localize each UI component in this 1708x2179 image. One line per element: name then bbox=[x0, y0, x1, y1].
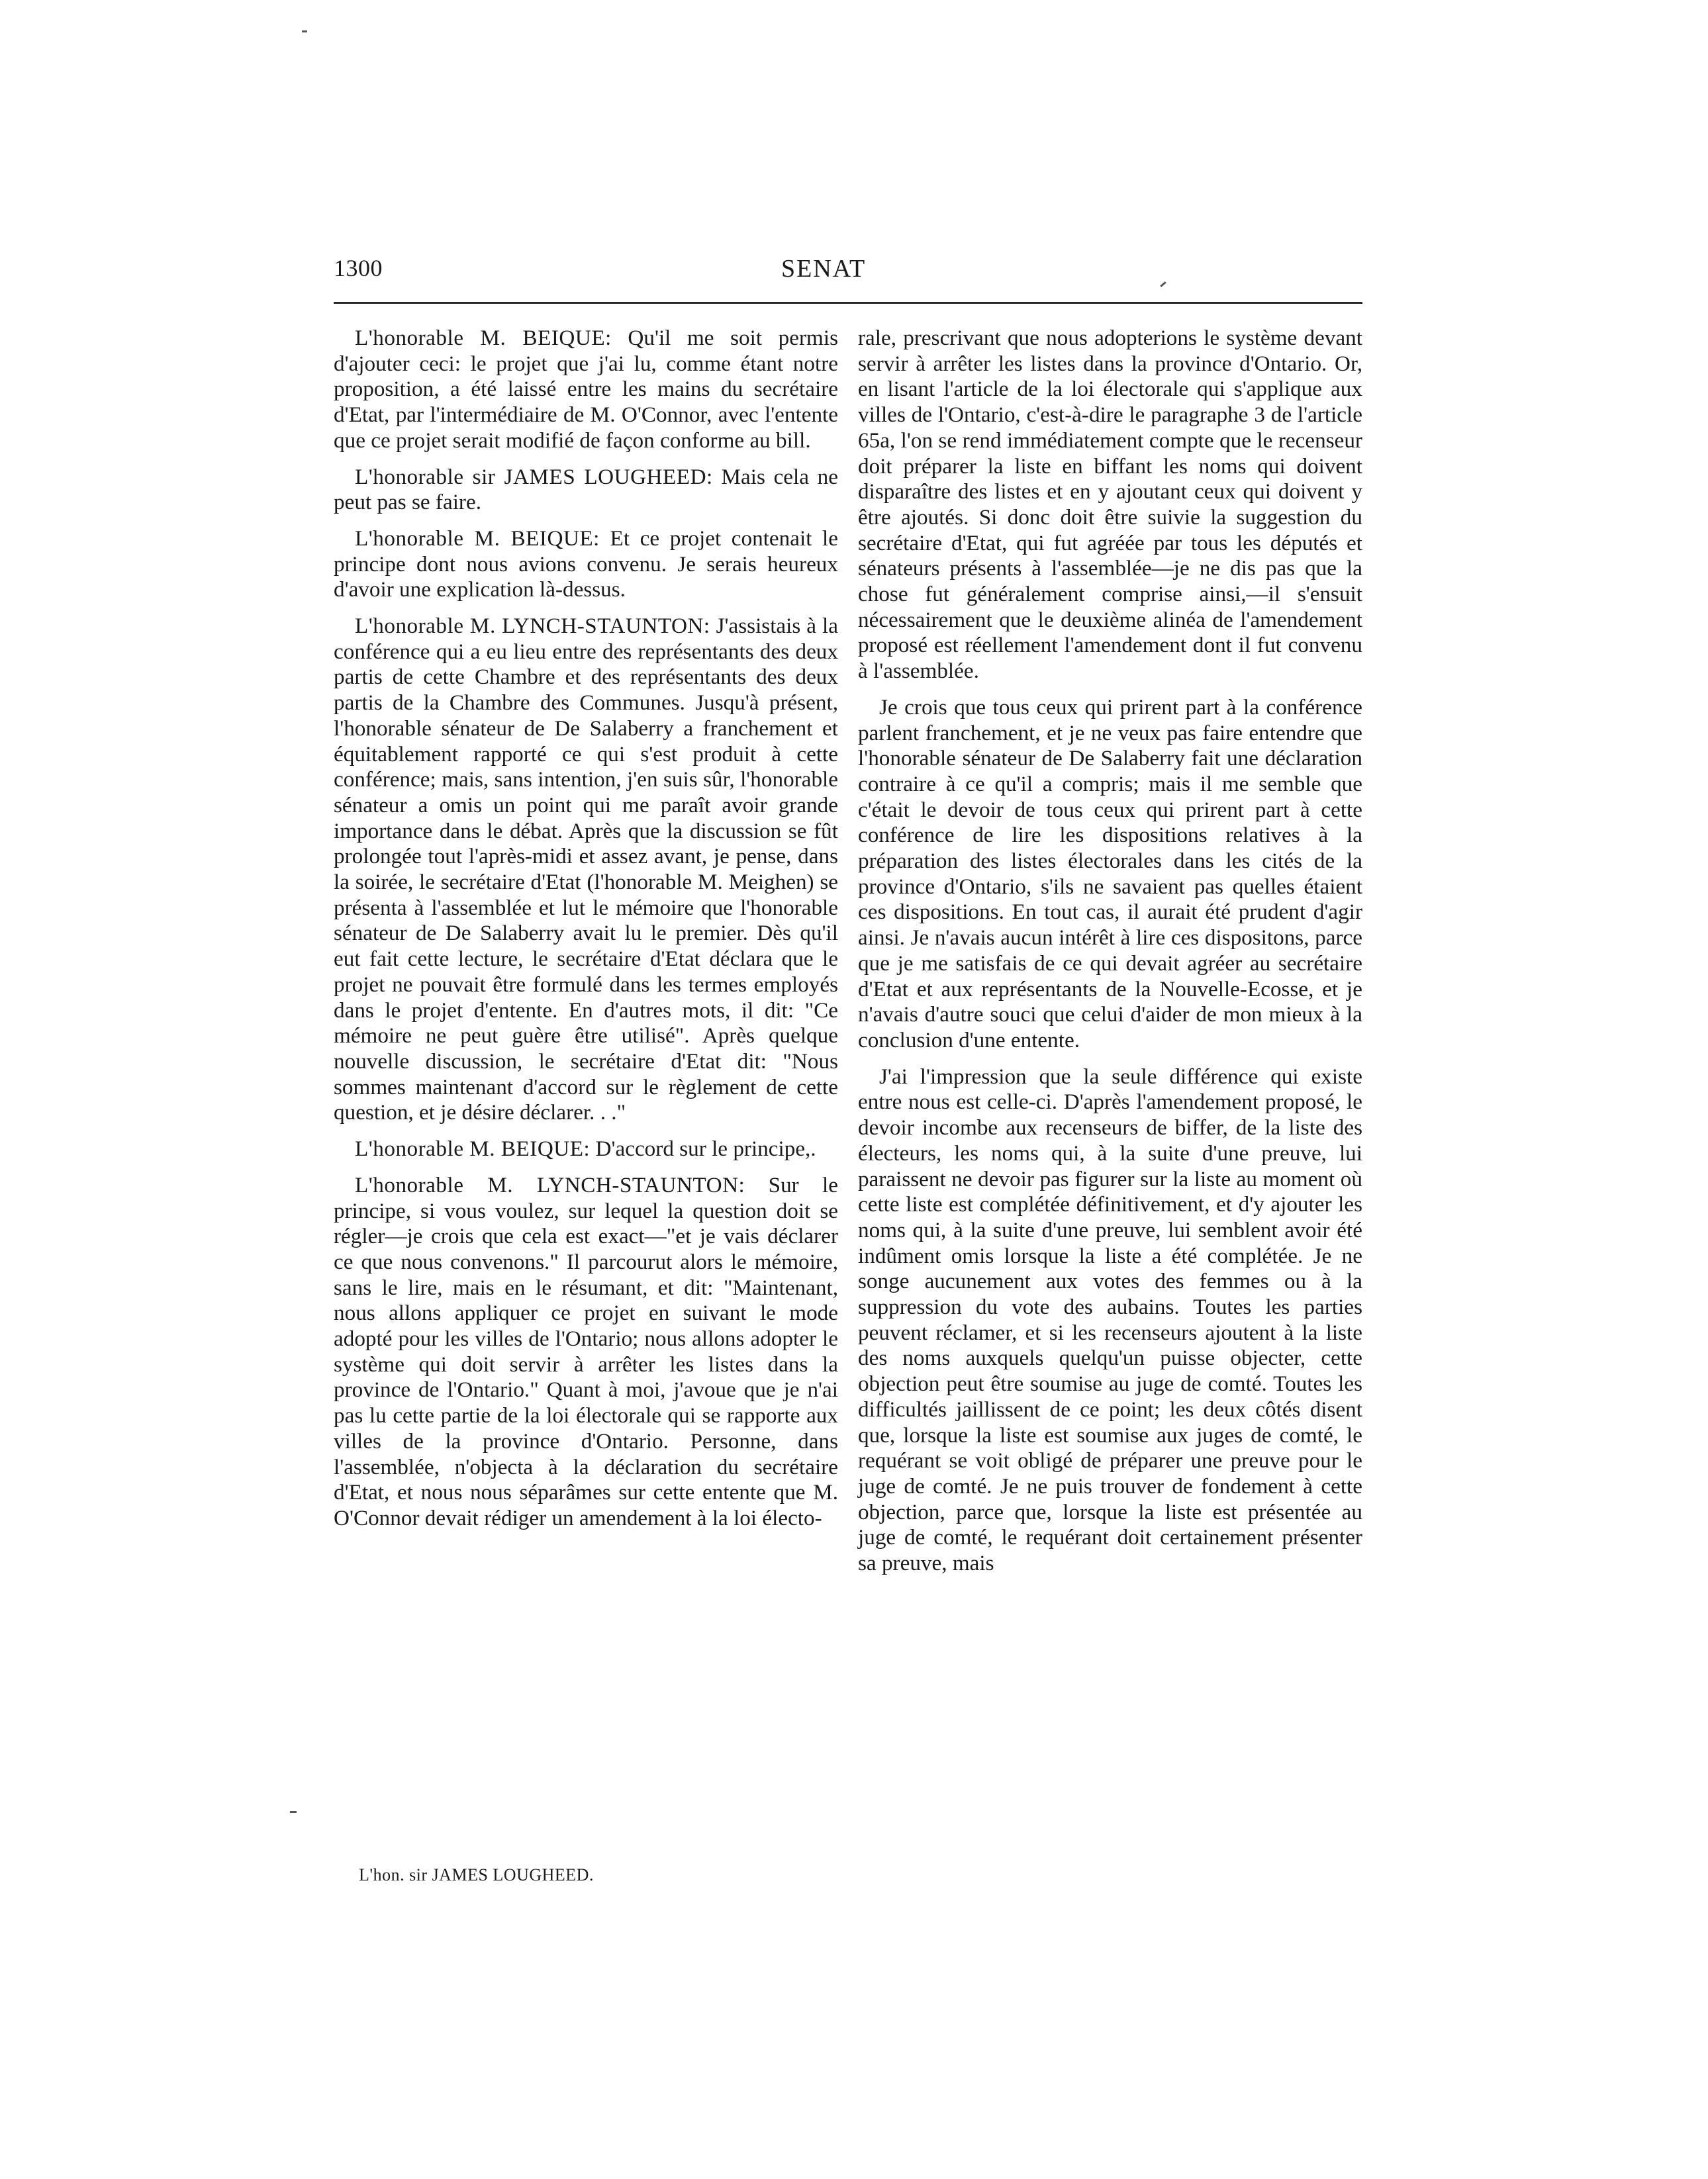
scan-mark bbox=[290, 1811, 297, 1813]
speaker-name: L'honorable M. BEIQUE: bbox=[355, 326, 612, 350]
page-number: 1300 bbox=[334, 255, 383, 281]
paragraph-text: J'assistais à la conférence qui a eu lieu entre des représentants des deux partis de cette Chambre et des représentants des deux partis de la Chambre des Communes. Jusqu'à présent, l'honorable sénateur de De Salaberry a franchement et équitablement rapporté ce qui s'est produit à cette conférence; mais, sans intention, j'en suis sûr, l'honorable sénateur a omis un point qui me paraît avoir grande importance dans le débat. Après que la discussion se fût prolongée tout l'après-midi et assez avant, je pense, dans la soirée, le secrétaire d'Etat (l'honorable M. Meighen) se présenta à l'assemblée et lut le mémoire que l'honorable sénateur de De Salaberry avait lu le premier. Dès qu'il eut fait cette lecture, le secrétaire d'Etat déclara que le projet ne pouvait être formulé dans les termes employés dans le projet d'entente. En d'autres mots, il dit: "Ce mémoire ne peut guère être utilisé". Après quelque nouvelle discussion, le secrétaire d'Etat dit: "Nous sommes maintenant d'accord sur le règlement de cette question, et je désire déclarer. . ." bbox=[334, 614, 838, 1125]
paragraph: J'ai l'impression que la seule différence qui existe entre nous est celle-ci. D'après l'amendement proposé, le devoir incombe aux recenseurs de biffer, de la liste des électeurs, les noms qui, à la suite d'une preuve, lui paraissent ne devoir pas figurer sur la liste au moment où cette liste est complétée définitivement, et d'y ajouter les noms qui, à la suite d'une preuve, lui semblent avoir été indûment omis lorsque la liste a été complétée. Je ne songe aucunement aux votes des femmes ou à la suppression du vote des aubains. Toutes les parties peuvent réclamer, et si les recenseurs ajoutent à la liste des noms auxquels quelqu'un puisse objecter, cette objection peut être soumise au juge de comté. Toutes les difficultés jaillissent de ce point; les deux côtés disent que, lorsque la liste est soumise aux juges de comté, le requérant se voit obligé de préparer une preuve pour le juge de comté. Je ne puis trouver de fondement à cette objection, parce que, lorsque la liste est présentée au juge de comté, le requérant doit certainement présenter sa preuve, mais bbox=[858, 1064, 1362, 1576]
paragraph bbox=[334, 326, 838, 454]
speaker-name: L'honorable M. BEIQUE: bbox=[355, 1136, 591, 1162]
paragraph bbox=[334, 614, 838, 1126]
paragraph-text: Et ce projet contenait le principe dont nous avions convenu. Je serais heureux d'avoir une explication là-dessus. bbox=[334, 526, 839, 602]
header-rule bbox=[334, 302, 1362, 304]
right-column bbox=[858, 326, 1362, 1587]
speaker-name: L'honorable M. LYNCH-STAUNTON: bbox=[355, 614, 710, 639]
paragraph bbox=[334, 1173, 838, 1532]
running-footer: L'hon. sir JAMES LOUGHEED. bbox=[359, 1865, 594, 1884]
paragraph bbox=[334, 465, 838, 516]
paragraph bbox=[334, 1136, 838, 1162]
scan-mark bbox=[1160, 281, 1166, 287]
paragraph-text: Sur le principe, si vous voulez, sur lequel la question doit se régler—je crois que cela est exact—"et je vais déclarer ce que nous convenons." Il parcourut alors le mémoire, sans le lire, mais en le résumant, et dit: "Maintenant, nous allons appliquer ce projet en suivant le mode adopté pour les villes de l'Ontario; nous allons adopter le système qui doit servir à arrêter les listes dans la province de l'Ontario." Quant à moi, j'avoue que je n'ai pas lu cette partie de la loi électorale qui se rapporte aux villes de la province d'Ontario. Personne, dans l'assemblée, n'objecta à la déclaration du secrétaire d'Etat, et nous nous séparâmes sur cette entente que M. O'Connor devait rédiger un amendement à la loi électo- bbox=[334, 1172, 838, 1530]
paragraph-text: D'accord sur le principe,. bbox=[595, 1136, 816, 1162]
paragraph-text: Mais cela ne peut pas se faire. bbox=[334, 464, 839, 515]
paragraph-text: Qu'il me soit permis d'ajouter ceci: le projet que j'ai lu, comme étant notre proposition, a été laissé entre les mains du secrétaire d'Etat, par l'intermédiaire de M. O'Connor, avec l'entente que ce projet serait modifié de façon conforme au bill. bbox=[334, 326, 838, 453]
paragraph bbox=[334, 526, 838, 603]
paragraph: Je crois que tous ceux qui prirent part à la conférence parlent franchement, et je ne veux pas faire entendre que l'honorable sénateur de De Salaberry fait une déclaration contraire à ce qu'il a compris; mais il me semble que c'était le devoir de tous ceux qui prirent part à cette conférence de lire les dispositions relatives à la préparation des listes électorales dans les cités de la province d'Ontario, s'ils ne savaient pas quelles étaient ces dispositions. En tout cas, il aurait été prudent d'agir ainsi. Je n'avais aucun intérêt à lire ces dispositons, parce que je me satisfais de ce qui devait agréer au secrétaire d'Etat et aux représentants de la Nouvelle-Ecosse, et je n'avais d'autre souci que celui d'aider de mon mieux à la conclusion d'une entente. bbox=[858, 694, 1362, 1052]
paragraph: rale, prescrivant que nous adopterions le système devant servir à arrêter les listes dans la province d'Ontario. Or, en lisant l'article de la loi électorale qui s'applique aux villes de l'Ontario, c'est-à-dire le paragraphe 3 de l'article 65a, l'on se rend immédiatement compte que le recenseur doit préparer la liste en biffant les noms qui doivent disparaître des listes et en y ajoutant ceux qui doivent y être ajoutés. Si donc doit être suivie la suggestion du secrétaire d'Etat, qui fut agréée par tous les députés et sénateurs présents à l'assemblée—je ne dis pas que la chose fut généralement comprise ainsi,—il s'ensuit nécessairement que le deuxième alinéa de l'amendement proposé est réellement l'amendement dont il fut convenu à l'assemblée. bbox=[858, 326, 1362, 684]
speaker-name: L'honorable sir JAMES LOUGHEED: bbox=[355, 464, 713, 489]
scan-mark bbox=[302, 30, 307, 32]
speaker-name: L'honorable M. LYNCH-STAUNTON: bbox=[355, 1172, 745, 1197]
left-column bbox=[334, 326, 838, 1542]
page-title: SENAT bbox=[781, 255, 867, 283]
speaker-name: L'honorable M. BEIQUE: bbox=[355, 526, 600, 551]
